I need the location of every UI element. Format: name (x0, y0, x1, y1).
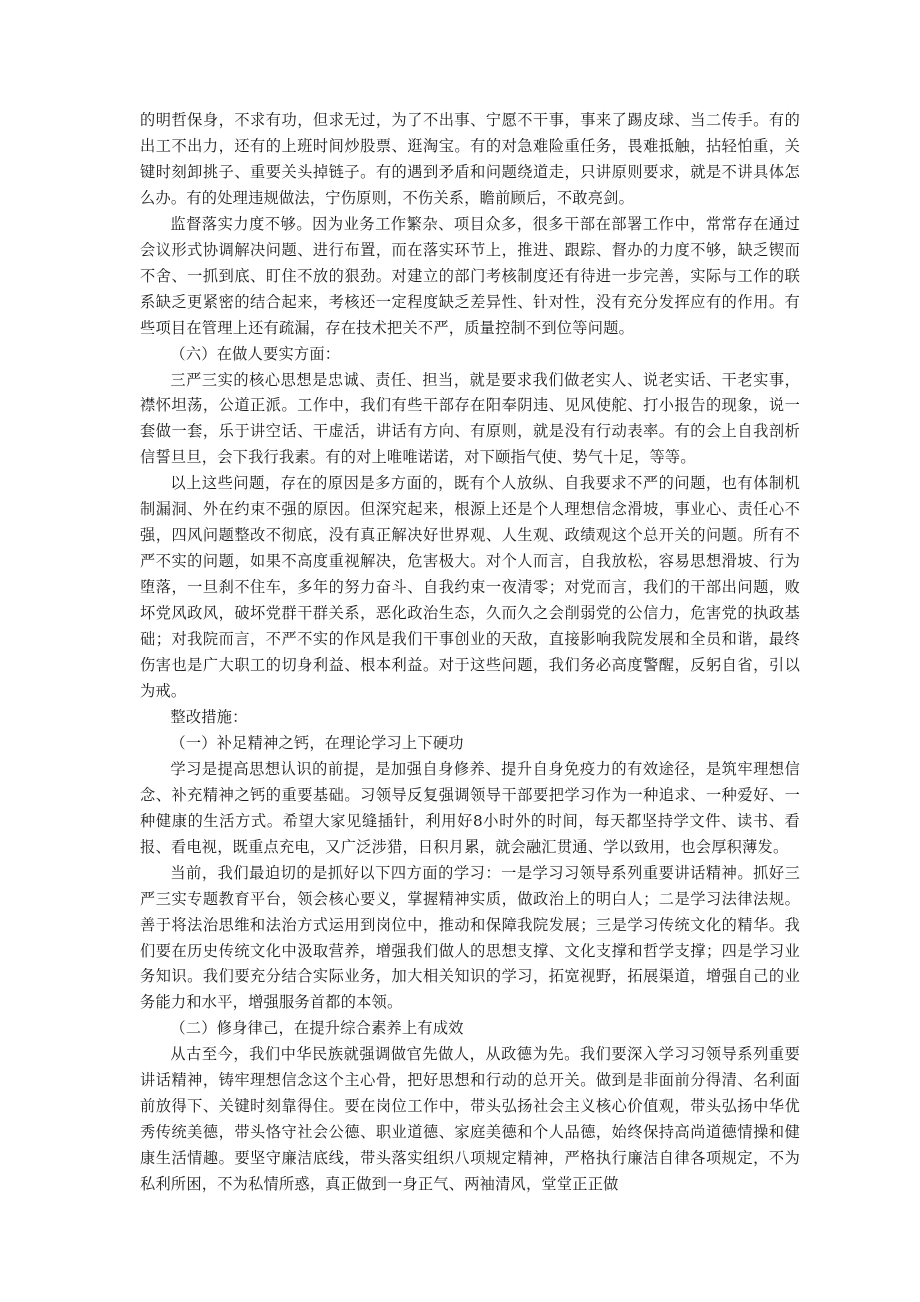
paragraph-four-aspects: 当前，我们最迫切的是抓好以下四方面的学习：一是学习习领导系列重要讲话精神。抓好三严三实专题教育平台，领会核心要义，掌握精神实质，做政治上的明白人；二是学习法律法规。善于将法治思维和法治方式运用到岗位中，推动和保障我院发展；三是学习传统文化的精华。我们要在历史传统文化中汲取营养，增强我们做人的思想支撑、文化支撑和哲学支撑；四是学习业务知识。我们要充分结合实际业务，加大相关知识的学习，拓宽视野，拓展渠道，增强自己的业务能力和水平，增强服务首都的本领。 (140, 863, 800, 1012)
section-heading-two: （二）修身律己，在提升综合素养上有成效 (170, 1019, 464, 1038)
document-page (140, 108, 800, 1198)
rectification-heading: 整改措施： (170, 707, 248, 726)
paragraph-supervision: 监督落实力度不够。因为业务工作繁杂、项目众多，很多干部在部署工作中，常常存在通过会议形式协调解决问题、进行布置，而在落实环节上，推进、跟踪、督办的力度不够，缺乏锲而不舍、一抓到底、盯住不放的狠劲。对建立的部门考核制度还有待进一步完善，实际与工作的联系缺乏更紧密的结合起来，考核还一定程度缺乏差异性、针对性，没有充分发挥应有的作用。有些项目在管理上还有疏漏，存在技术把关不严，质量控制不到位等问题。 (140, 214, 800, 337)
paragraph-study: 学习是提高思想认识的前提，是加强自身修养、提升自身免疫力的有效途径，是筑牢理想信念、补充精神之钙的重要基础。习领导反复强调领导干部要把学习作为一种追求、一种爱好、一种健康的生活方式。希望大家见缝插针，利用好8小时外的时间，每天都坚持学文件、读书、看报、看电视，既重点充电，又广泛涉猎，日积月累，就会融汇贯通、学以致用，也会厚积薄发。 (140, 759, 800, 856)
section-heading-six: （六）在做人要实方面： (170, 344, 341, 363)
paragraph-causes: 以上这些问题，存在的原因是多方面的，既有个人放纵、自我要求不严的问题，也有体制机制漏洞、外在约束不强的原因。但深究起来，根源上还是个人理想信念滑坡，事业心、责任心不强，四风问题整改不彻底，没有真正解决好世界观、人生观、政绩观这个总开关的问题。所有不严不实的问题，如果不高度重视解决，危害极大。对个人而言，自我放松，容易思想滑坡、行为堕落，一旦刹不住车，多年的努力奋斗、自我约束一夜清零；对党而言，我们的干部出问题，败坏党风政风，破坏党群干群关系，恶化政治生态，久而久之会削弱党的公信力，危害党的执政基础；对我院而言，不严不实的作风是我们干事创业的天敌，直接影响我院发展和全员和谐，最终伤害也是广大职工的切身利益、根本利益。对于这些问题，我们务必高度警醒，反躬自省，引以为戒。 (140, 474, 800, 700)
section-heading-one: （一）补足精神之钙，在理论学习上下硬功 (170, 733, 464, 752)
paragraph-self-cultivation: 从古至今，我们中华民族就强调做官先做人，从政德为先。我们要深入学习习领导系列重要讲话精神，铸牢理想信念这个主心骨，把好思想和行动的总开关。做到是非面前分得清、名利面前放得下、关键时刻靠得住。要在岗位工作中，带头弘扬社会主义核心价值观，带头弘扬中华优秀传统美德，带头恪守社会公德、职业道德、家庭美德和个人品德，始终保持高尚道德情操和健康生活情趣。要坚守廉洁底线，带头落实组织八项规定精神，严格执行廉洁自律各项规定，不为私利所困，不为私情所惑，真正做到一身正气、两袖清风，堂堂正正做 (140, 1045, 800, 1194)
paragraph-three-stricts: 三严三实的核心思想是忠诚、责任、担当，就是要求我们做老实人、说老实话、干老实事，襟怀坦荡，公道正派。工作中，我们有些干部存在阳奉阴违、见风使舵、打小报告的现象，说一套做一套，乐于讲空话、干虚活，讲话有方向、有原则，就是没有行动表率。有的会上自我剖析信誓旦旦，会下我行我素。有的对上唯唯诺诺，对下颐指气使、势气十足，等等。 (140, 370, 800, 467)
paragraph-continued: 的明哲保身，不求有功，但求无过，为了不出事、宁愿不干事，事来了踢皮球、当二传手。有的出工不出力，还有的上班时间炒股票、逛淘宝。有的对急难险重任务，畏难抵触，拈轻怕重，关键时刻卸挑子、重要关头掉链子。有的遇到矛盾和问题绕道走，只讲原则要求，就是不讲具体怎么办。有的处理违规做法，宁伤原则，不伤关系，瞻前顾后，不敢亮剑。 (140, 111, 800, 207)
